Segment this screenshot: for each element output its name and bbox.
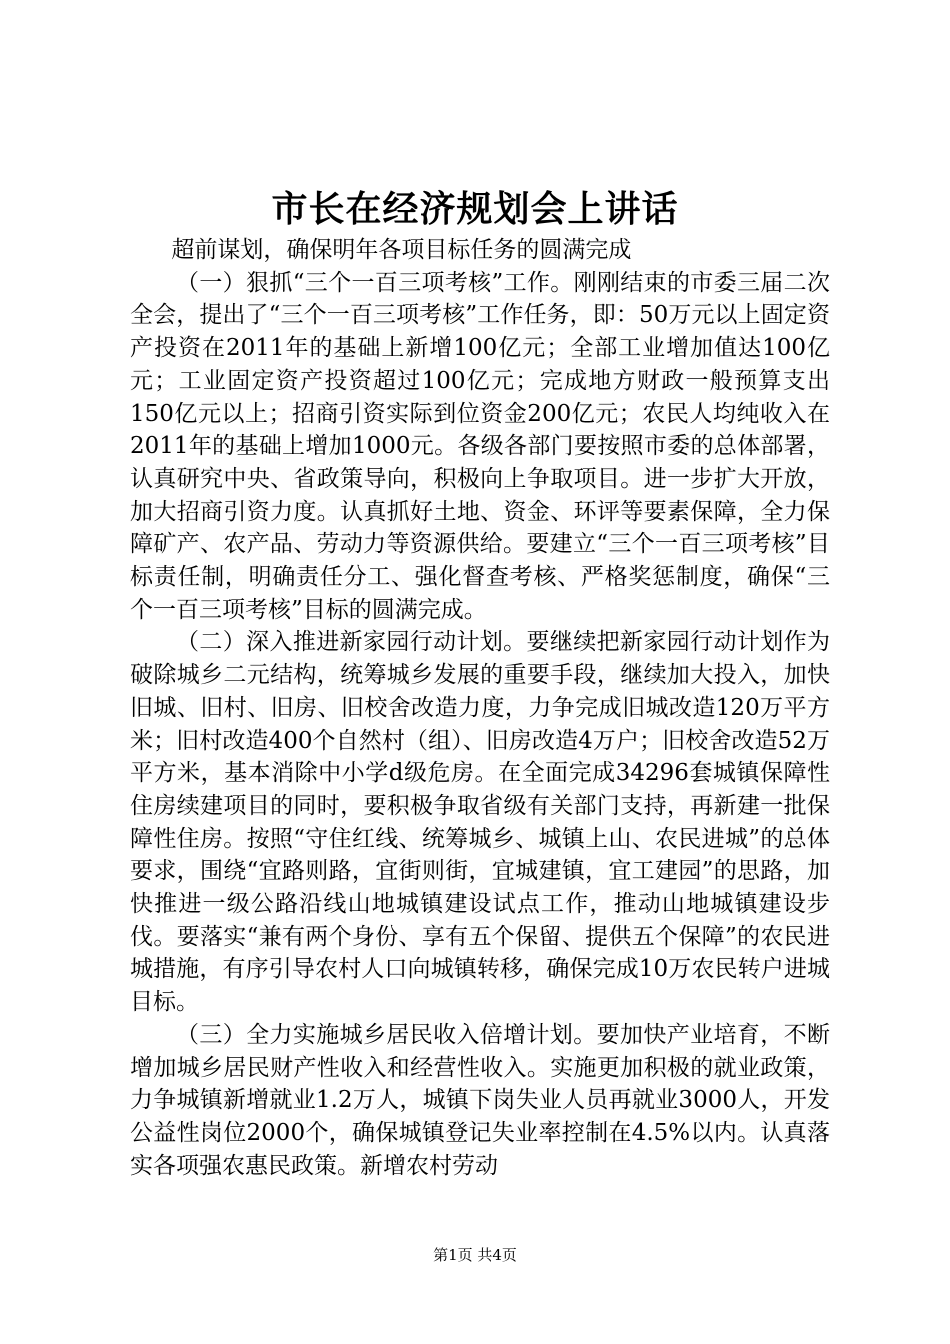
paragraph-3: （三）全力实施城乡居民收入倍增计划。要加快产业培育，不断增加城乡居民财产性收入和经营性收入。实施更加积极的就业政策，力争城镇新增就业1.2万人，城镇下岗失业人员再就业3000人，开发公益性岗位2000个，确保城镇登记失业率控制在4.5%以内。认真落实各项强农惠民政策。新增农村劳动: [130, 1021, 830, 1179]
section-heading: 超前谋划，确保明年各项目标任务的圆满完成: [171, 237, 632, 263]
document-title: 市长在经济规划会上讲话: [271, 188, 679, 230]
page-footer: 第1页 共4页: [433, 1246, 517, 1264]
paragraph-1: （一）狠抓“三个一百三项考核”工作。刚刚结束的市委三届二次全会，提出了“三个一百三项考核”工作任务，即：50万元以上固定资产投资在2011年的基础上新增100亿元；全部工业增加值达100亿元；工业固定资产投资超过100亿元；完成地方财政一般预算支出150亿元以上；招商引资实际到位资金200亿元；农民人均纯收入在2011年的基础上增加1000元。各级各部门要按照市委的总体部署，认真研究中央、省政策导向，积极向上争取项目。进一步扩大开放，加大招商引资力度。认真抓好土地、资金、环评等要素保障，全力保障矿产、农产品、劳动力等资源供给。要建立“三个一百三项考核”目标责任制，明确责任分工、强化督查考核、严格奖惩制度，确保“三个一百三项考核”目标的圆满完成。: [130, 269, 830, 623]
paragraph-2: （二）深入推进新家园行动计划。要继续把新家园行动计划作为破除城乡二元结构，统筹城乡发展的重要手段，继续加大投入，加快旧城、旧村、旧房、旧校舍改造力度，力争完成旧城改造120万平方米；旧村改造400个自然村（组）、旧房改造4万户；旧校舍改造52万平方米，基本消除中小学d级危房。在全面完成34296套城镇保障性住房续建项目的同时，要积极争取省级有关部门支持，再新建一批保障性住房。按照“守住红线、统筹城乡、城镇上山、农民进城”的总体要求，围绕“宜路则路，宜街则街，宜城建镇，宜工建园”的思路，加快推进一级公路沿线山地城镇建设试点工作，推动山地城镇建设步伐。要落实“兼有两个身份、享有五个保留、提供五个保障”的农民进城措施，有序引导农村人口向城镇转移，确保完成10万农民转户进城目标。: [130, 629, 830, 1016]
document-body: [130, 234, 830, 1182]
